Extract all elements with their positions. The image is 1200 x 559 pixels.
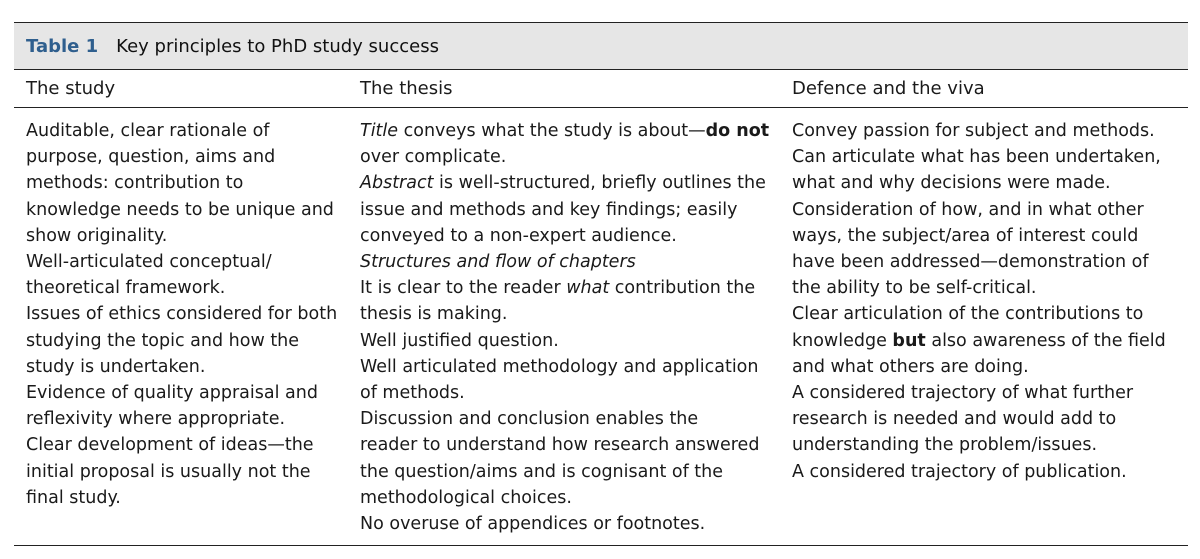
text-line — [360, 118, 780, 144]
bold-term: do not — [705, 121, 770, 141]
text-line: theoretical framework. — [26, 278, 226, 299]
text-line: Well justified question. — [360, 330, 559, 351]
text-line: Clear development of ideas—the — [26, 435, 314, 456]
text-line: Evidence of quality appraisal and — [26, 383, 318, 404]
text-line: Issues of ethics considered for both — [26, 304, 338, 325]
table-header-row — [14, 69, 1188, 108]
text-line: what and why decisions were made. — [792, 173, 1111, 194]
text-line: have been addressed—demonstration of — [792, 252, 1149, 273]
principles-table — [14, 22, 1188, 546]
text-line: conveyed to a non-expert audience. — [360, 225, 677, 246]
table-label: Table 1 — [26, 35, 99, 57]
text-line: purpose, question, aims and — [26, 147, 276, 168]
header-the-thesis: The thesis — [360, 78, 453, 99]
text-line: the question/aims and is cognisant of the — [360, 461, 724, 482]
text-line: Well articulated methodology and application — [360, 356, 759, 377]
text-run: conveys what the study is about— — [398, 121, 706, 141]
text-line: methods: contribution to — [26, 173, 244, 194]
text-line: understanding the problem/issues. — [792, 435, 1098, 456]
header-defence-viva: Defence and the viva — [792, 78, 985, 99]
text-line — [360, 170, 780, 196]
table-caption — [14, 22, 1188, 69]
text-run: contribution the — [609, 278, 756, 299]
defence-column — [780, 118, 1188, 537]
text-line: A considered trajectory of what further — [792, 383, 1134, 404]
text-line: initial proposal is usually not the — [26, 461, 311, 482]
text-line: Structures and flow of chapters — [360, 252, 636, 273]
text-line: study is undertaken. — [26, 356, 206, 377]
study-column — [14, 118, 348, 537]
bold-term: but — [892, 330, 926, 351]
text-line: Discussion and conclusion enables the — [360, 409, 699, 430]
text-line: the ability to be self-critical. — [792, 278, 1037, 299]
text-line: and what others are doing. — [792, 356, 1029, 377]
text-line: Consideration of how, and in what other — [792, 199, 1144, 220]
text-run: is well-structured, briefly outlines the — [433, 173, 766, 194]
text-line: issue and methods and key findings; easily — [360, 199, 738, 220]
text-line: thesis is making. — [360, 304, 508, 325]
text-line — [360, 275, 780, 301]
text-line: final study. — [26, 487, 121, 508]
text-line: research is needed and would add to — [792, 409, 1117, 430]
italic-term: Title — [360, 121, 399, 141]
italic-term: what — [566, 278, 610, 299]
text-line — [792, 328, 1188, 354]
thesis-column — [348, 118, 780, 537]
text-line: A considered trajectory of publication. — [792, 461, 1127, 482]
text-line: reflexivity where appropriate. — [26, 409, 286, 430]
text-line: reader to understand how research answered — [360, 435, 760, 456]
text-line: Convey passion for subject and methods. — [792, 121, 1155, 141]
text-run: It is clear to the reader — [360, 278, 567, 299]
text-line: ways, the subject/area of interest could — [792, 225, 1139, 246]
text-line: Well-articulated conceptual/ — [26, 252, 272, 273]
table-title: Key principles to PhD study success — [116, 35, 439, 57]
text-line: over complicate. — [360, 147, 507, 168]
text-line: of methods. — [360, 383, 465, 404]
text-line: show originality. — [26, 225, 168, 246]
text-line: Can articulate what has been undertaken, — [792, 147, 1161, 168]
text-line: Clear articulation of the contributions to — [792, 304, 1144, 325]
text-run: knowledge — [792, 330, 893, 351]
header-the-study: The study — [26, 78, 116, 99]
italic-term: Abstract — [360, 173, 434, 194]
text-line: Auditable, clear rationale of — [26, 121, 270, 141]
table-body-row — [14, 108, 1188, 546]
text-line: knowledge needs to be unique and — [26, 199, 334, 220]
text-line: methodological choices. — [360, 487, 572, 508]
text-run: also awareness of the field — [925, 330, 1166, 351]
text-line: No overuse of appendices or footnotes. — [360, 514, 706, 535]
text-line: studying the topic and how the — [26, 330, 300, 351]
